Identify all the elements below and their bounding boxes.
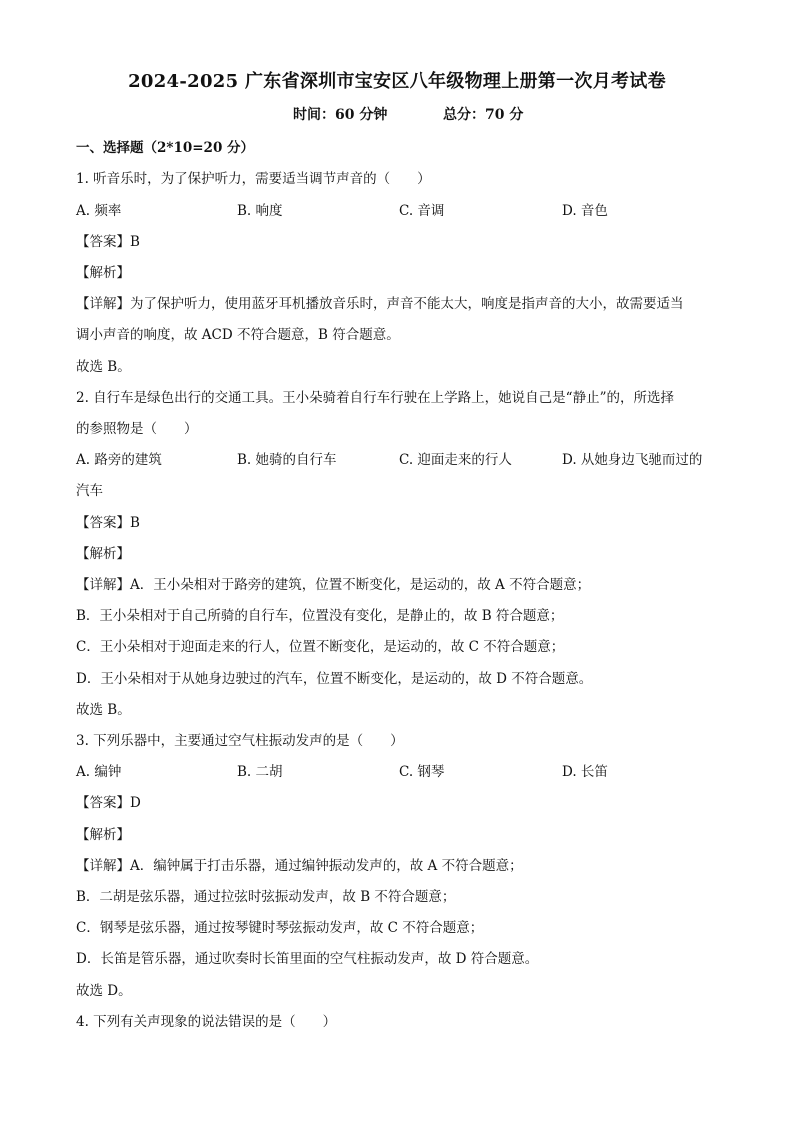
question-1-answer: 【答案】B	[76, 234, 140, 250]
section-heading: 一、选择题（2*10=20 分）	[76, 140, 255, 156]
question-1-stem: 1. 听音乐时，为了保护听力，需要适当调节声音的（ ）	[76, 171, 431, 187]
question-2-option-d: D. 从她身边飞驰而过的	[562, 452, 703, 468]
question-2-option-c: C. 迎面走来的行人	[399, 452, 512, 468]
exam-total-score: 总分：70 分	[443, 107, 524, 123]
question-1-option-a: A. 频率	[76, 203, 122, 219]
question-2-detail-line: B．王小朵相对于自己所骑的自行车，位置没有变化，是静止的，故 B 符合题意；	[76, 608, 564, 624]
question-2-detail-line: C．王小朵相对于迎面走来的行人，位置不断变化，是运动的，故 C 不符合题意；	[76, 639, 565, 655]
question-3-stem: 3. 下列乐器中，主要通过空气柱振动发声的是（ ）	[76, 733, 404, 749]
question-1-detail-line: 【详解】为了保护听力，使用蓝牙耳机播放音乐时，声音不能太大，响度是指声音的大小，故需要适当	[76, 296, 684, 312]
question-1-analysis-label: 【解析】	[76, 265, 130, 281]
question-2-option-d-continued: 汽车	[76, 483, 103, 499]
question-2-detail-line: D．王小朵相对于从她身边驶过的汽车，位置不断变化，是运动的，故 D 不符合题意。	[76, 671, 593, 687]
question-2-option-a: A. 路旁的建筑	[76, 452, 162, 468]
question-2-stem: 2. 自行车是绿色出行的交通工具。王小朵骑着自行车行驶在上学路上，她说自己是“静止”的，所选择	[76, 390, 674, 406]
question-1-detail-line: 调小声音的响度，故 ACD 不符合题意，B 符合题意。	[76, 327, 400, 343]
question-3-detail-line: 【详解】A．编钟属于打击乐器，通过编钟振动发声的，故 A 不符合题意；	[76, 858, 523, 874]
question-2-option-b: B. 她骑的自行车	[237, 452, 337, 468]
question-2-stem: 的参照物是（ ）	[76, 421, 198, 437]
question-4-stem: 4. 下列有关声现象的说法错误的是（ ）	[76, 1014, 337, 1030]
question-2-analysis-label: 【解析】	[76, 546, 130, 562]
question-2-conclusion: 故选 B。	[76, 702, 131, 718]
question-3-option-a: A. 编钟	[76, 764, 122, 780]
question-3-detail-line: C．钢琴是弦乐器，通过按琴键时琴弦振动发声，故 C 不符合题意；	[76, 920, 484, 936]
question-3-detail-line: D．长笛是管乐器，通过吹奏时长笛里面的空气柱振动发声，故 D 符合题意。	[76, 951, 539, 967]
question-1-option-d: D. 音色	[562, 203, 608, 219]
question-3-detail-line: B．二胡是弦乐器，通过拉弦时弦振动发声，故 B 不符合题意；	[76, 889, 456, 905]
exam-time: 时间：60 分钟	[293, 107, 388, 123]
question-1-option-c: C. 音调	[399, 203, 445, 219]
question-3-analysis-label: 【解析】	[76, 827, 130, 843]
question-2-answer: 【答案】B	[76, 515, 140, 531]
question-3-option-b: B. 二胡	[237, 764, 283, 780]
question-3-option-d: D. 长笛	[562, 764, 608, 780]
question-1-option-b: B. 响度	[237, 203, 283, 219]
question-3-conclusion: 故选 D。	[76, 983, 132, 999]
question-2-detail-line: 【详解】A．王小朵相对于路旁的建筑，位置不断变化，是运动的，故 A 不符合题意；	[76, 577, 591, 593]
question-3-option-c: C. 钢琴	[399, 764, 445, 780]
question-3-answer: 【答案】D	[76, 795, 141, 811]
page-title: 2024-2025 广东省深圳市宝安区八年级物理上册第一次月考试卷	[128, 71, 666, 92]
question-1-conclusion: 故选 B。	[76, 359, 131, 375]
